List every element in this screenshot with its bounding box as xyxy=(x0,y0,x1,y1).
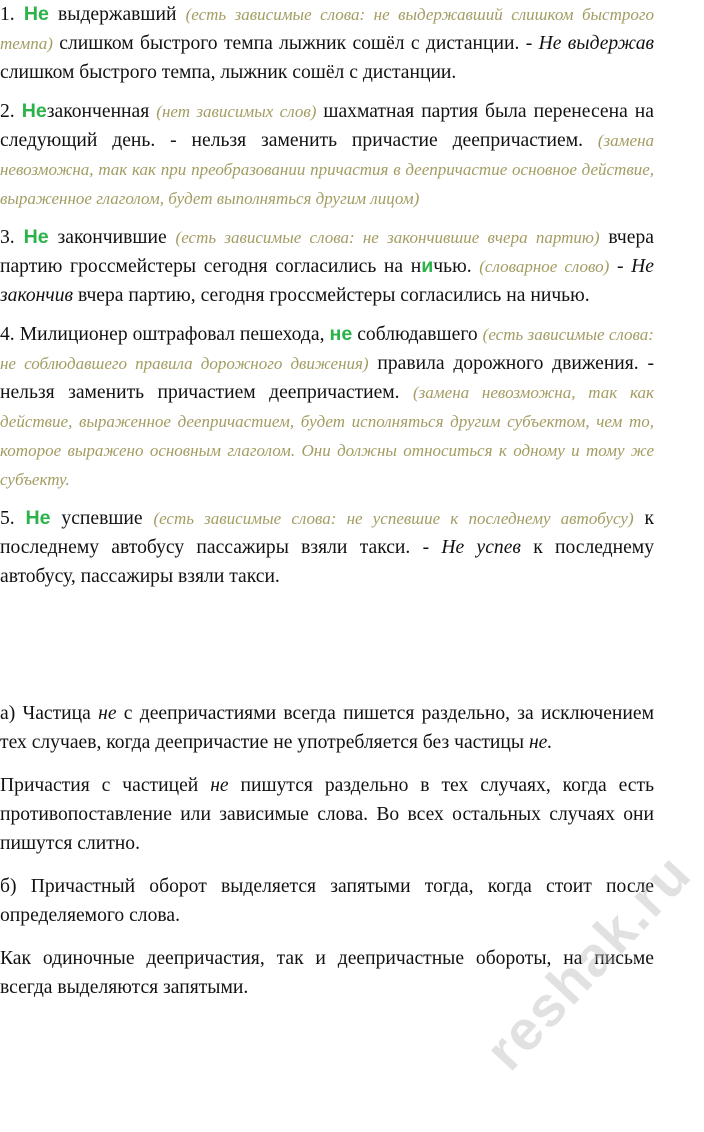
sentence-rest: правила дорожного движения. - нельзя заменить причастием деепричастием. xyxy=(0,353,655,403)
rule-b: б) Причастный оборот выделяется запятыми тогда, когда стоит после определяемого слова. xyxy=(0,876,654,926)
participle-word: успевшие xyxy=(61,508,143,529)
sentence-end: чью. xyxy=(433,256,472,277)
rule-participles-start: Причастия с частицей xyxy=(0,775,199,796)
comment-note: (есть зависимые слова: не закончившие вчера партию) xyxy=(175,228,600,247)
example-number: 4. xyxy=(0,324,15,345)
alt-sentence-rest: к последнему автобусу, пассажиры взяли такси. xyxy=(0,537,655,587)
sentence-rest: слишком быстрого темпа лыжник сошёл с дистанции. - xyxy=(59,33,533,54)
sentence-start: Милиционер оштрафовал пешехода, xyxy=(19,324,325,345)
example-4 xyxy=(0,320,654,494)
comment-note: (есть зависимые слова: не успевшие к последнему автобусу) xyxy=(153,509,634,528)
particle-ne: Не xyxy=(23,226,49,248)
gerund-phrase: Не успев xyxy=(441,537,521,558)
participle-word: законченная xyxy=(46,101,150,122)
sentence-rest: шахматная партия была перенесена на следующий день. - нельзя заменить причастие деепричастием. xyxy=(0,101,654,151)
watermark-logo: reshak.ru xyxy=(472,841,704,1082)
comment-note: (есть зависимые слова: не соблюдавшего правила дорожного движения) xyxy=(0,325,654,373)
dash: - xyxy=(616,256,624,277)
example-5 xyxy=(0,504,654,591)
sentence-rest: к последнему автобусу пассажиры взяли такси. - xyxy=(0,508,654,558)
participle-word: выдержавший xyxy=(58,4,177,25)
particle-ne: Не xyxy=(25,507,51,529)
particle-ne-italic: не. xyxy=(528,732,553,753)
highlighted-letter: и xyxy=(421,255,434,277)
rule-a xyxy=(0,699,654,757)
example-number: 5. xyxy=(0,508,15,529)
gerund-phrase: Не выдержав xyxy=(538,33,655,54)
participle-word: соблюдавшего xyxy=(357,324,478,345)
participle-word: закончившие xyxy=(57,227,167,248)
comment-note: (нет зависимых слов) xyxy=(156,102,317,121)
particle-ne-italic: не xyxy=(98,703,117,724)
rule-gerunds: Как одиночные деепричастия, так и деепричастные обороты, на письме всегда выделяются запятыми. xyxy=(0,948,654,998)
example-number: 1. xyxy=(0,4,15,25)
particle-ne: не xyxy=(329,323,353,345)
dictionary-note: (словарное слово) xyxy=(479,257,610,276)
sentence-rest: вчера партию гроссмейстеры сегодня согласились на н xyxy=(0,227,654,277)
particle-ne-italic: не xyxy=(210,775,229,796)
alt-sentence-rest: вчера партию, сегодня гроссмейстеры согласились на ничью. xyxy=(77,285,590,306)
comment-note: (есть зависимые слова: не выдержавший слишком быстрого темпа) xyxy=(0,5,655,53)
particle-ne: Не xyxy=(23,3,49,25)
rule-participles-body: пишутся раздельно в тех случаях, когда есть противопоставление или зависимые слова. Во всех остальных случаях они пишутся слитно. xyxy=(0,775,655,854)
rule-a-start: а) Частица xyxy=(0,703,91,724)
example-number: 3. xyxy=(0,227,15,248)
alt-sentence-rest: слишком быстрого темпа, лыжник сошёл с дистанции. xyxy=(0,62,457,83)
explanation-note: (замена невозможна, так как действие, выраженное деепричастием, будет исполняться другим субъектом, чем то, которое выражено основным глаголом. Они должны относиться к одному и тому же субъекту. xyxy=(0,383,654,489)
explanation-note: (замена невозможна, так как при преобразовании причастия в деепричастие основное действие, выраженное глаголом, будет выполняться другим лицом) xyxy=(0,131,655,208)
particle-ne: Не xyxy=(21,100,47,122)
rule-participles xyxy=(0,771,654,858)
rule-a-body: с деепричастиями всегда пишется раздельно, за исключением тех случаев, когда деепричастие не употребляется без частицы xyxy=(0,703,654,753)
example-3 xyxy=(0,223,654,310)
example-1 xyxy=(0,0,654,87)
examples-list xyxy=(0,0,654,591)
example-2 xyxy=(0,97,654,213)
example-number: 2. xyxy=(0,101,15,122)
gerund-phrase: Не закончив xyxy=(0,256,654,306)
